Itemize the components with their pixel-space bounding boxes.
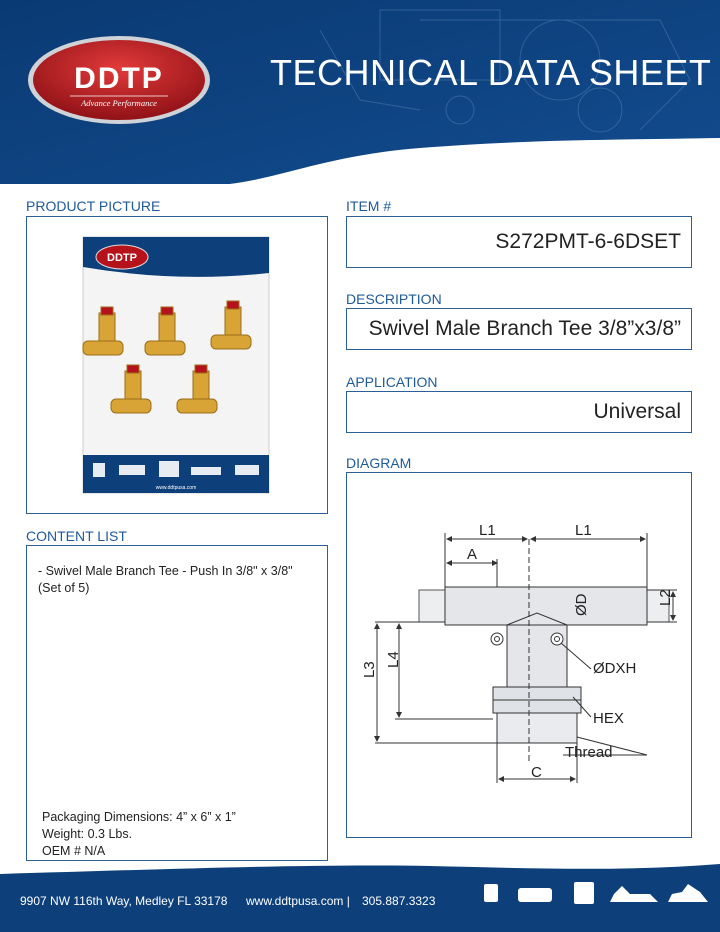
item-label: ITEM # xyxy=(346,198,392,214)
product-picture-label: PRODUCT PICTURE xyxy=(26,198,161,214)
application-label: APPLICATION xyxy=(346,374,438,390)
card-brand: DDTP xyxy=(107,252,137,264)
dim-thread: Thread xyxy=(565,744,613,761)
logo-brand: DDTP xyxy=(74,62,164,95)
dim-l1-right: L1 xyxy=(575,522,592,539)
oem-number: OEM # N/A xyxy=(42,844,106,858)
diagram-box xyxy=(346,472,692,838)
dim-l2: L2 xyxy=(657,589,674,606)
description-label: DESCRIPTION xyxy=(346,291,442,307)
dim-hex: HEX xyxy=(593,710,624,727)
dim-l3: L3 xyxy=(361,661,378,678)
product-picture-box xyxy=(26,216,328,514)
item-box xyxy=(346,216,692,268)
ddtp-logo xyxy=(26,34,212,126)
dim-a: A xyxy=(467,546,478,563)
content-list-label: CONTENT LIST xyxy=(26,528,127,544)
dim-l4: L4 xyxy=(385,651,402,668)
dim-l1-left: L1 xyxy=(479,522,496,539)
dim-c: C xyxy=(531,764,542,781)
diagram-label: DIAGRAM xyxy=(346,455,412,471)
packaging-dimensions: Packaging Dimensions: 4” x 6” x 1” xyxy=(42,810,236,824)
dim-od: ØD xyxy=(573,593,590,616)
application-box xyxy=(346,391,692,433)
page-title: TECHNICAL DATA SHEET xyxy=(270,52,712,93)
product-image xyxy=(27,217,327,513)
content-line-1: - Swivel Male Branch Tee - Push In 3/8" x 3/8" xyxy=(38,564,293,578)
fitting-diagram xyxy=(347,473,691,837)
logo-tagline: Advance Performance xyxy=(81,98,157,108)
content-line-2: (Set of 5) xyxy=(38,581,90,595)
footer-phone[interactable]: 305.887.3323 xyxy=(362,894,436,908)
item-number: S272PMT-6-6DSET xyxy=(495,230,681,253)
weight: Weight: 0.3 Lbs. xyxy=(42,827,133,841)
dim-odxh: ØDXH xyxy=(593,660,637,677)
application-value: Universal xyxy=(593,400,681,423)
card-url: www.ddtpusa.com xyxy=(155,485,197,491)
footer-website[interactable]: www.ddtpusa.com | xyxy=(246,894,350,908)
footer-address: 9907 NW 116th Way, Medley FL 33178 xyxy=(20,894,228,908)
description-box xyxy=(346,308,692,350)
description-value: Swivel Male Branch Tee 3/8”x3/8” xyxy=(368,317,681,340)
